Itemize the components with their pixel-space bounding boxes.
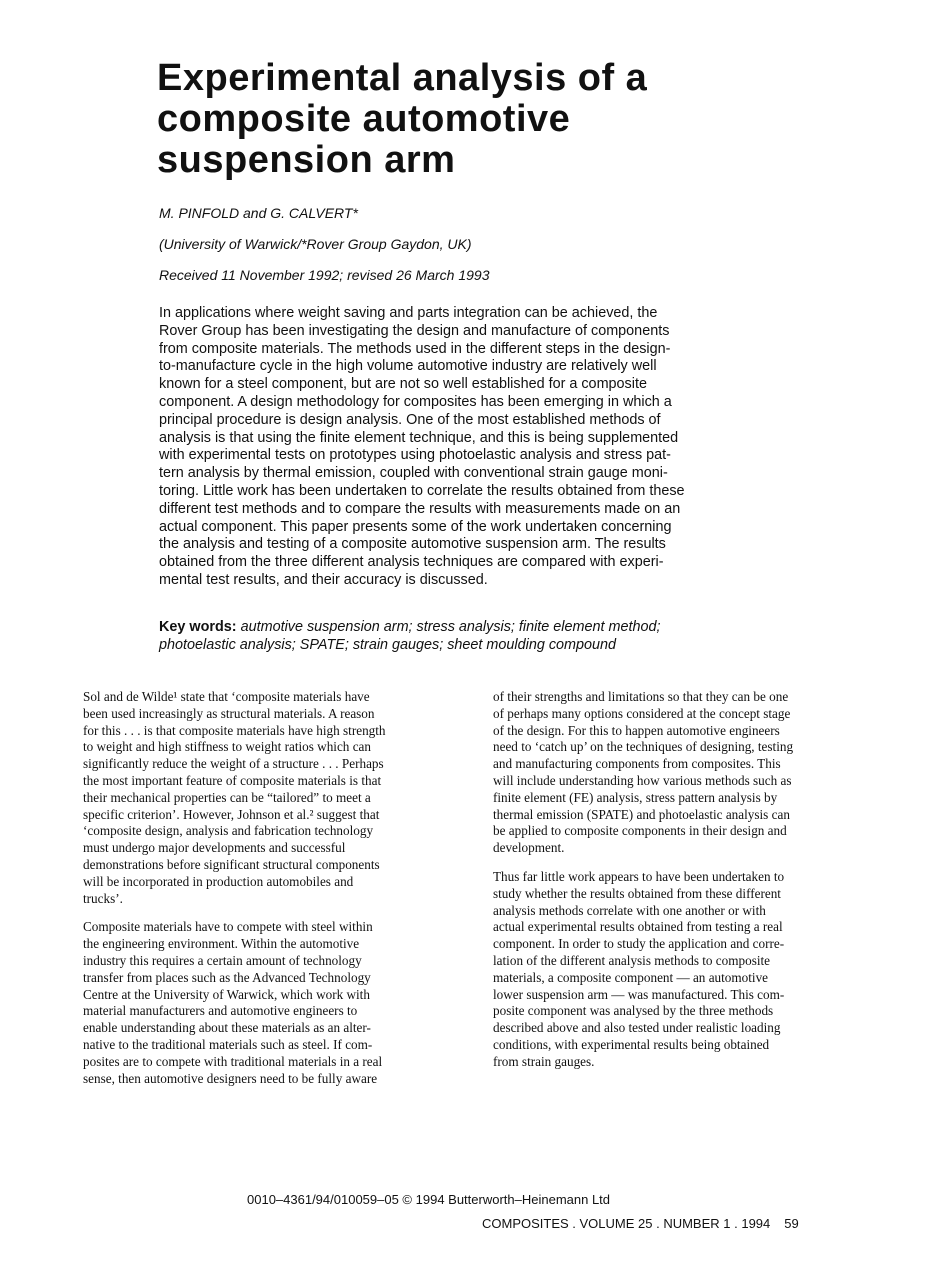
body-line: study whether the results obtained from these different — [493, 885, 781, 901]
page-number: 59 — [784, 1216, 799, 1231]
body-line: Centre at the University of Warwick, which work with — [83, 986, 370, 1002]
body-line: ‘composite design, analysis and fabrication technology — [83, 823, 374, 839]
keywords-line-2 — [159, 636, 799, 654]
abstract-line: from composite materials. The methods used in the different steps in the design- — [159, 340, 671, 357]
title-line: composite automotive — [157, 98, 571, 140]
body-line: for this . . . is that composite materials have high strength — [83, 722, 386, 738]
abstract-line: the analysis and testing of a composite automotive suspension arm. The results — [159, 536, 666, 553]
body-line: of the design. For this to happen automotive engineers — [493, 722, 780, 738]
body-line: of their strengths and limitations so that they can be one — [493, 689, 789, 704]
copyright-line: 0010–4361/94/010059–05 © 1994 Butterworth–Heinemann Ltd — [247, 1192, 611, 1207]
body-line: need to ‘catch up’ on the techniques of designing, testing — [493, 739, 794, 755]
abstract-line: analysis is that using the finite element technique, and this is being supplemented — [159, 429, 679, 446]
body-line: thermal emission (SPATE) and photoelastic analysis can — [493, 806, 790, 822]
body-line: Composite materials have to compete with steel within — [83, 919, 373, 935]
keywords-label: Key words: — [159, 619, 237, 635]
body-paragraph — [493, 689, 873, 857]
body-line: specific criterion’. However, Johnson et al.² suggest that — [83, 806, 380, 822]
body-line: finite element (FE) analysis, stress pattern analysis by — [493, 789, 778, 805]
body-line: native to the traditional materials such as steel. If com- — [83, 1036, 373, 1052]
body-line: actual experimental results obtained from testing a real — [493, 919, 783, 935]
body-line: sense, then automotive designers need to be fully aware — [83, 1070, 378, 1086]
affiliation: (University of Warwick/*Rover Group Gaydon, UK) — [159, 236, 472, 252]
body-line: posite component was analysed by the three methods — [493, 1003, 774, 1019]
body-line: described above and also tested under realistic loading — [493, 1020, 781, 1036]
body-line: from strain gauges. — [493, 1053, 595, 1069]
body-line: conditions, with experimental results being obtained — [493, 1036, 770, 1052]
title-line: suspension arm — [157, 139, 456, 181]
abstract-line: to-manufacture cycle in the high volume automotive industry are relatively well — [159, 358, 657, 375]
body-paragraph — [493, 869, 873, 1071]
keywords-line-1 — [159, 618, 799, 636]
received-dates: Received 11 November 1992; revised 26 March 1993 — [159, 267, 490, 283]
abstract-line: known for a steel component, but are not so well established for a composite — [159, 376, 647, 393]
body-line: material manufacturers and automotive engineers to — [83, 1003, 358, 1019]
body-line: demonstrations before significant structural components — [83, 856, 380, 872]
body-line: to weight and high stiffness to weight ratios which can — [83, 739, 371, 755]
body-line: materials, a composite component — an automotive — [493, 969, 769, 985]
title-line: Experimental analysis of a — [157, 57, 648, 99]
abstract-line: different test methods and to compare the results with measurements made on an — [159, 500, 681, 517]
abstract-line: tern analysis by thermal emission, coupled with conventional strain gauge moni- — [159, 465, 668, 482]
body-line: of perhaps many options considered at the concept stage — [493, 705, 791, 721]
body-line: lation of the different analysis methods to composite — [493, 952, 771, 968]
article-title — [157, 58, 837, 181]
abstract-line: obtained from the three different analysis techniques are compared with experi- — [159, 554, 664, 571]
body-line: Sol and de Wilde¹ state that ‘composite materials have — [83, 689, 370, 704]
abstract-line: toring. Little work has been undertaken to correlate the results obtained from these — [159, 482, 685, 499]
abstract-line: component. A design methodology for composites has been emerging in which a — [159, 393, 672, 410]
journal-citation: COMPOSITES . VOLUME 25 . NUMBER 1 . 1994 — [482, 1216, 771, 1231]
body-line: industry this requires a certain amount of technology — [83, 952, 362, 968]
body-paragraph — [83, 689, 471, 907]
abstract-line: with experimental tests on prototypes using photoelastic analysis and stress pat- — [159, 447, 671, 464]
body-line: significantly reduce the weight of a structure . . . Perhaps — [83, 756, 384, 772]
abstract — [159, 305, 799, 590]
body-line: Thus far little work appears to have been undertaken to — [493, 868, 785, 884]
abstract-line: Rover Group has been investigating the design and manufacture of components — [159, 322, 670, 339]
body-line: posites are to compete with traditional materials in a real — [83, 1053, 383, 1069]
body-line: enable understanding about these materials as an alter- — [83, 1020, 371, 1036]
body-line: the engineering environment. Within the automotive — [83, 936, 360, 952]
body-line: lower suspension arm — was manufactured. This com- — [493, 986, 785, 1002]
body-column-left — [83, 689, 471, 1099]
body-paragraph — [83, 919, 471, 1087]
body-line: will include understanding how various methods such as — [493, 772, 792, 788]
journal-footer — [482, 1216, 799, 1231]
abstract-line: In applications where weight saving and parts integration can be achieved, the — [159, 305, 658, 321]
body-line: their mechanical properties can be “tailored” to meet a — [83, 789, 371, 805]
body-line: trucks’. — [83, 890, 123, 906]
authors: M. PINFOLD and G. CALVERT* — [159, 205, 358, 221]
body-line: the most important feature of composite materials is that — [83, 772, 382, 788]
body-line: be applied to composite components in their design and — [493, 823, 787, 839]
body-line: component. In order to study the application and corre- — [493, 936, 785, 952]
body-line: must undergo major developments and successful — [83, 840, 346, 856]
body-line: development. — [493, 840, 565, 856]
keywords — [159, 618, 799, 654]
body-line: been used increasingly as structural materials. A reason — [83, 705, 375, 721]
keywords-text-2: photoelastic analysis; SPATE; strain gauges; sheet moulding compound — [159, 637, 617, 653]
body-line: analysis methods correlate with one another or with — [493, 902, 766, 918]
body-column-right — [493, 689, 873, 1083]
abstract-line: actual component. This paper presents some of the work undertaken concerning — [159, 518, 672, 535]
abstract-line: principal procedure is design analysis. One of the most established methods of — [159, 411, 661, 428]
abstract-line: mental test results, and their accuracy is discussed. — [159, 571, 488, 588]
body-line: transfer from places such as the Advanced Technology — [83, 969, 371, 985]
keywords-text-1: autmotive suspension arm; stress analysis; finite element method; — [240, 619, 661, 635]
body-line: will be incorporated in production automobiles and — [83, 873, 354, 889]
body-line: and manufacturing components from composites. This — [493, 756, 781, 772]
